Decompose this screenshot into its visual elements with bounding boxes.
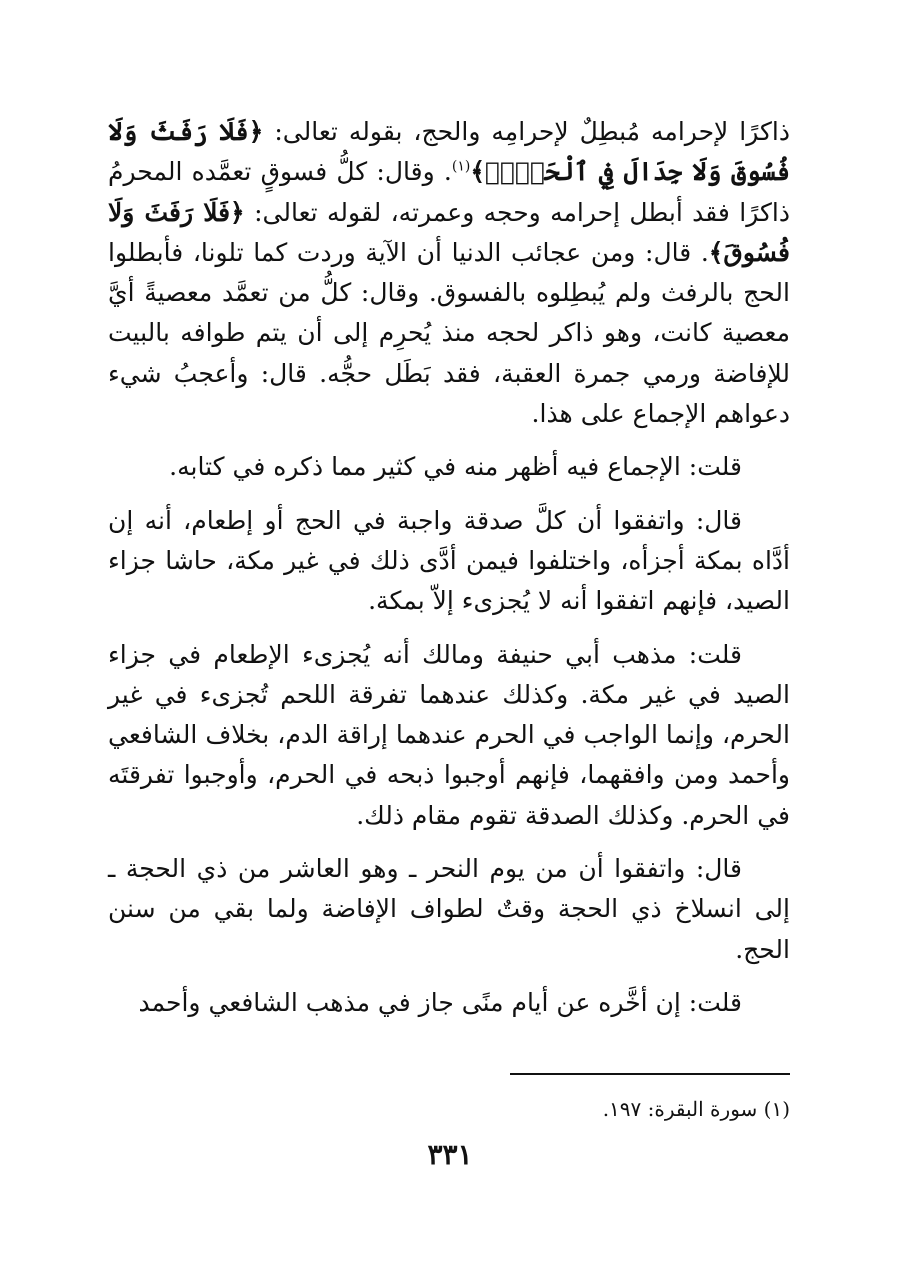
paragraph-1-text-c: . قال: ومن عجائب الدنيا أن الآية وردت كما تلونا، فأبطلوا الحج بالرفث ولم يُبطِلوه بالفسوق. وقال: كلُّ من تعمَّد معصيةً أيَّ معصية كانت، وهو ذاكر لحجه منذ يُحرِم إلى أن يتم طوافه بالبيت للإفاضة ورمي جمرة العقبة، فقد بَطَل حجُّه. قال: وأعجبُ شيء دعواهم الإجماع على هذا. (108, 237, 790, 429)
footnote-reference[interactable]: (١) (451, 158, 471, 175)
footnote: (١) سورة البقرة: ١٩٧. (602, 1097, 790, 1121)
paragraph-6: قلت: إن أخَّره عن أيام منًى جاز في مذهب الشافعي وأحمد (138, 987, 742, 1017)
main-text (108, 112, 790, 1023)
paragraph-3: قال: واتفقوا أن كلَّ صدقة واجبة في الحج أو إطعام، أنه إن أدَّاه بمكة أجزأه، واختلفوا فيمن أدَّى ذلك في غير مكة، حاشا جزاء الصيد، فإنهم اتفقوا أنه لا يُجزىء إلاّ بمكة. (108, 505, 790, 616)
quran-verse-1: ﴿فَلَا رَفَثَ وَلَا فُسُوقَ وَلَا جِدَالَ فِي ٱلْحَجِّۗ﴾ (108, 117, 790, 187)
footnote-divider (510, 1073, 790, 1075)
paragraph-1-text-a: ذاكرًا لإحرامه مُبطِلٌ لإحرامِه والحج، بقوله تعالى: (263, 117, 790, 146)
paragraph-2: قلت: الإجماع فيه أظهر منه في كثير مما ذكره في كتابه. (169, 452, 742, 482)
paragraph-1 (108, 112, 790, 434)
paragraph-4: قلت: مذهب أبي حنيفة ومالك أنه يُجزىء الإطعام في جزاء الصيد في غير مكة. وكذلك عندهما تفرقة اللحم تُجزىء في غير الحرم، وإنما الواجب في الحرم عندهما إراقة الدم، بخلاف الشافعي وأحمد ومن وافقهما، فإنهم أوجبوا ذبحه في الحرم، وأوجبوا تفرقتَه في الحرم. وكذلك الصدقة تقوم مقام ذلك. (108, 639, 790, 830)
paragraph-5: قال: واتفقوا أن من يوم النحر ـ وهو العاشر من ذي الحجة ـ إلى انسلاخ ذي الحجة وقتٌ لطواف الإفاضة ولما بقي من سنن الحج. (108, 854, 790, 964)
quran-verse-2: ﴿فَلَا رَفَثَ وَلَا فُسُوقَ﴾ (108, 197, 790, 267)
page-number: ٣٣١ (427, 1138, 473, 1171)
paragraph-1-text-b: . وقال: كلُّ فسوقٍ تعمَّده المحرمُ ذاكرًا فقد أبطل إحرامه وحجه وعمرته، لقوله تعالى: (108, 157, 790, 227)
